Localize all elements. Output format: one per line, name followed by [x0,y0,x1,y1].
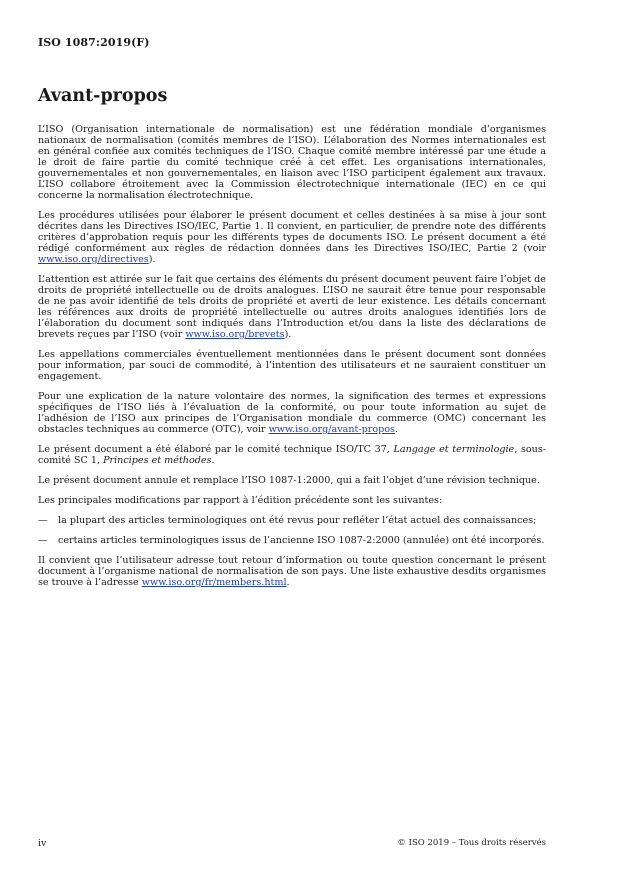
paragraph-committee [38,444,546,466]
paragraph-procedures [38,210,546,265]
paragraph-feedback [38,555,546,588]
patents-link[interactable]: www.iso.org/brevets [185,329,285,340]
paragraph-changes-intro: Les principales modifications par rapport à l’édition précédente sont les suivantes: [38,495,443,506]
paragraph-patents [38,274,546,340]
committee-title: Langage et terminologie [393,444,515,455]
paragraph-voluntary-nature-text: Pour une explication de la nature volontaire des normes, la signification des termes et expressions spécifiques de l’ISO liés à l’évaluation de la conformité, ou pour toute information au sujet de l’adhésion de l’ISO aux principes de l’Organisation mondiale du commerce (OMC) concernant les obstacles techniques au commerce (OTC), voir [38,391,546,435]
foreword-body [38,124,546,597]
document-id-header: ISO 1087:2019(F) [38,36,150,49]
paragraph-voluntary-nature-end: . [394,424,399,435]
paragraph-feedback-text: Il convient que l’utilisateur adresse tout retour d’information ou toute question concernant le présent document à l’organisme national de normalisation de son pays. Une liste exhaustive desdits organismes se trouve à l’adresse [38,555,546,588]
paragraph-patents-end: ). [284,329,292,340]
list-item-text: la plupart des articles terminologiques ont été revus pour refléter l’état actuel des connaissances; [58,515,537,526]
paragraph-procedures-text: Les procédures utilisées pour élaborer le présent document et celles destinées à sa mise à jour sont décrites dans les Directives ISO/IEC, Partie 1. Il convient, en particulier, de prendre note des différents critères d’approbation requis pour les différents types de documents ISO. Le présent document a été rédigé conformément aux règles de rédaction données dans les Directives ISO/IEC, Partie 2 (voir [38,210,546,254]
paragraph-committee-end: . [211,455,215,466]
page-title: Avant-propos [38,86,168,106]
paragraph-trade-names: Les appellations commerciales éventuellement mentionnées dans le présent document sont données pour information, par souci de commodité, à l’intention des utilisateurs et ne sauraient constituer un engagement. [38,349,546,382]
paragraph-voluntary-nature [38,391,546,435]
list-item [38,535,546,546]
paragraph-feedback-end: . [286,577,290,588]
paragraph-procedures-end: ). [148,254,156,265]
paragraph-iso-intro: L’ISO (Organisation internationale de normalisation) est une fédération mondiale d’organismes nationaux de normalisation (comités membres de l’ISO). L’élaboration des Normes internationales est en général confiée aux comités techniques de l’ISO. Chaque comité membre intéressé par une étude a le droit de faire partie du comité technique créé à cet effet. Les organisations internationales, gouvernementales et non gouvernementales, en liaison avec l’ISO participent également aux travaux. L’ISO collabore étroitement avec la Commission électrotechnique internationale (IEC) en ce qui concerne la normalisation électrotechnique. [38,124,546,201]
page-number: iv [38,838,47,849]
list-item-text: certains articles terminologiques issus de l’ancienne ISO 1087-2:2000 (annulée) ont été incorporés. [58,535,545,546]
list-item [38,515,546,526]
directives-link[interactable]: www.iso.org/directives [38,254,149,265]
members-link[interactable]: www.iso.org/fr/members.html [141,577,287,588]
paragraph-replaces: Le présent document annule et remplace l’ISO 1087-1:2000, qui a fait l’objet d’une révision technique. [38,475,540,486]
list-dash: — [38,515,48,526]
foreword-link[interactable]: www.iso.org/avant-propos [268,424,395,435]
paragraph-patents-text: L’attention est attirée sur le fait que certains des éléments du présent document peuvent faire l’objet de droits de propriété intellectuelle ou de droits analogues. L’ISO ne saurait être tenue pour responsable de ne pas avoir identifié de tels droits de propriété et averti de leur existence. Les détails concernant les références aux droits de propriété intellectuelle ou autres droits analogues identifiés lors de l’élaboration du document sont indiqués dans l’Introduction et/ou dans la liste des déclarations de brevets reçues par l’ISO (voir [38,274,546,340]
copyright-notice: © ISO 2019 – Tous droits réservés [397,838,546,848]
list-dash: — [38,535,48,546]
paragraph-committee-text-a: Le présent document a été élaboré par le comité technique ISO/TC 37, [38,444,394,455]
subcommittee-title: Principes et méthodes [103,455,212,466]
paragraph-committee-text-b: , sous-comité SC 1, [38,444,546,466]
